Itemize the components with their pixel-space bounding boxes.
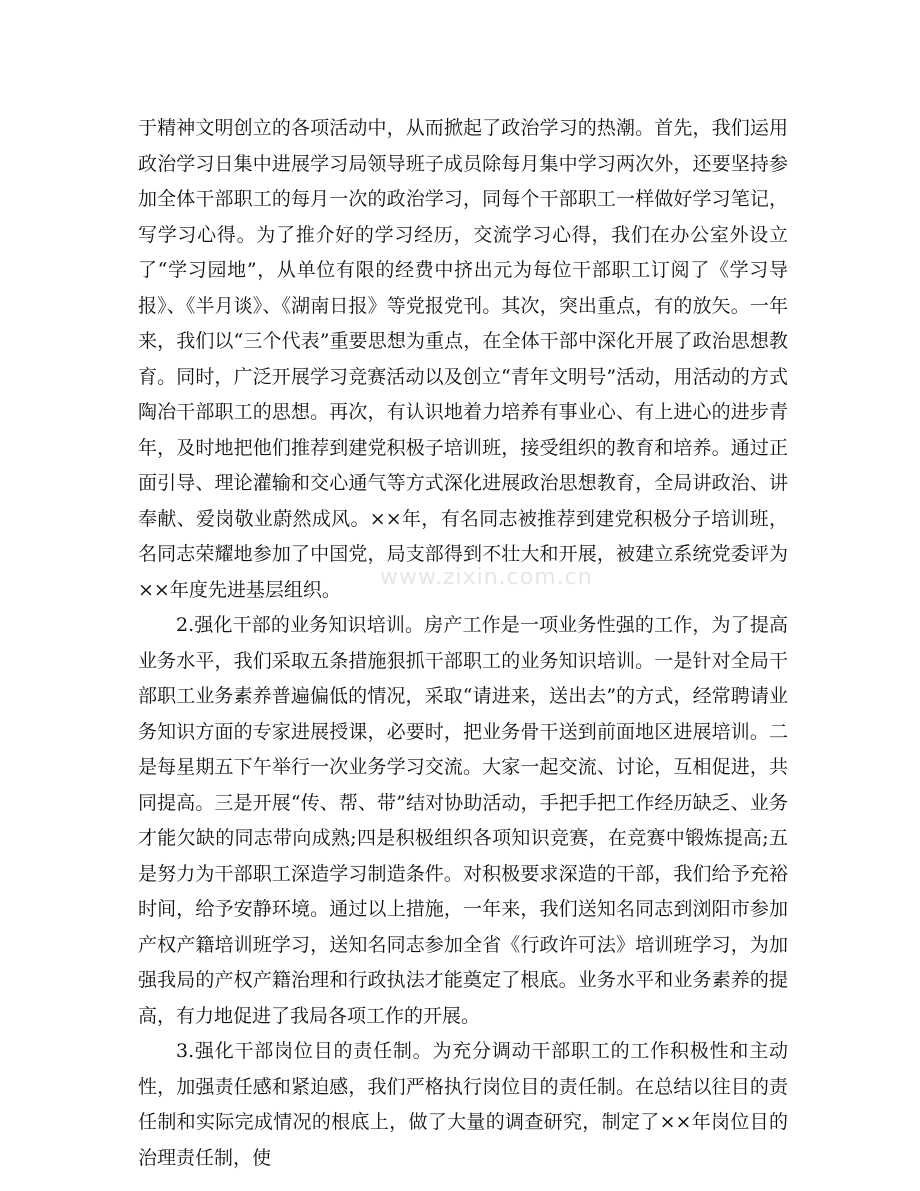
watermark-text: www.zixin.com.cn <box>380 565 593 590</box>
document-body <box>138 111 788 1176</box>
paragraph-continuation: 于精神文明创立的各项活动中，从而掀起了政治学习的热潮。首先，我们运用政治学习日集中进展学习局领导班子成员除每月集中学习两次外，还要坚持参加全体干部职工的每月一次的政治学习，同每个干部职工一样做好学习笔记，写学习心得。为了推介好的学习经历，交流学习心得，我们在办公室外设立了“学习园地”，从单位有限的经费中挤出元为每位干部职工订阅了《学习导报》、《半月谈》、《湖南日报》等党报党刊。其次，突出重点，有的放矢。一年来，我们以“三个代表”重要思想为重点，在全体干部中深化开展了政治思想教育。同时，广泛开展学习竞赛活动以及创立“青年文明号”活动，用活动的方式陶冶干部职工的思想。再次，有认识地着力培养有事业心、有上进心的进步青年，及时地把他们推荐到建党积极子培训班，接受组织的教育和培养。通过正面引导、理论灌输和交心通气等方式深化进展政治思想教育，全局讲政治、讲奉献、爱岗敬业蔚然成风。××年，有名同志被推荐到建党积极分子培训班，名同志荣耀地参加了中国党，局支部得到不壮大和开展，被建立系统党委评为××年度先进基层组织。 <box>138 117 788 601</box>
paragraph-item-3: 3.强化干部岗位目的责任制。为充分调动干部职工的工作积极性和主动性，加强责任感和紧迫感，我们严格执行岗位目的责任制。在总结以往目的责任制和实际完成情况的根底上，做了大量的调查研究，制定了××年岗位目的治理责任制，使 <box>138 1040 788 1169</box>
paragraph-item-2: 2.强化干部的业务知识培训。房产工作是一项业务性强的工作，为了提高业务水平，我们采取五条措施狠抓干部职工的业务知识培训。一是针对全局干部职工业务素养普遍偏低的情况，采取“请进来，送出去”的方式，经常聘请业务知识方面的专家进展授课，必要时，把业务骨干送到前面地区进展培训。二是每星期五下午举行一次业务学习交流。大家一起交流、讨论，互相促进，共同提高。三是开展“传、帮、带”结对协助活动，手把手把工作经历缺乏、业务才能欠缺的同志带向成熟;四是积极组织各项知识竞赛，在竞赛中锻炼提高;五是努力为干部职工深造学习制造条件。对积极要求深造的干部，我们给予充裕时间，给予安静环境。通过以上措施，一年来，我们送知名同志到浏阳市参加产权产籍培训班学习，送知名同志参加全省《行政许可法》培训班学习，为加强我局的产权产籍治理和行政执法才能奠定了根底。业务水平和业务素养的提高，有力地促进了我局各项工作的开展。 <box>138 614 788 1027</box>
